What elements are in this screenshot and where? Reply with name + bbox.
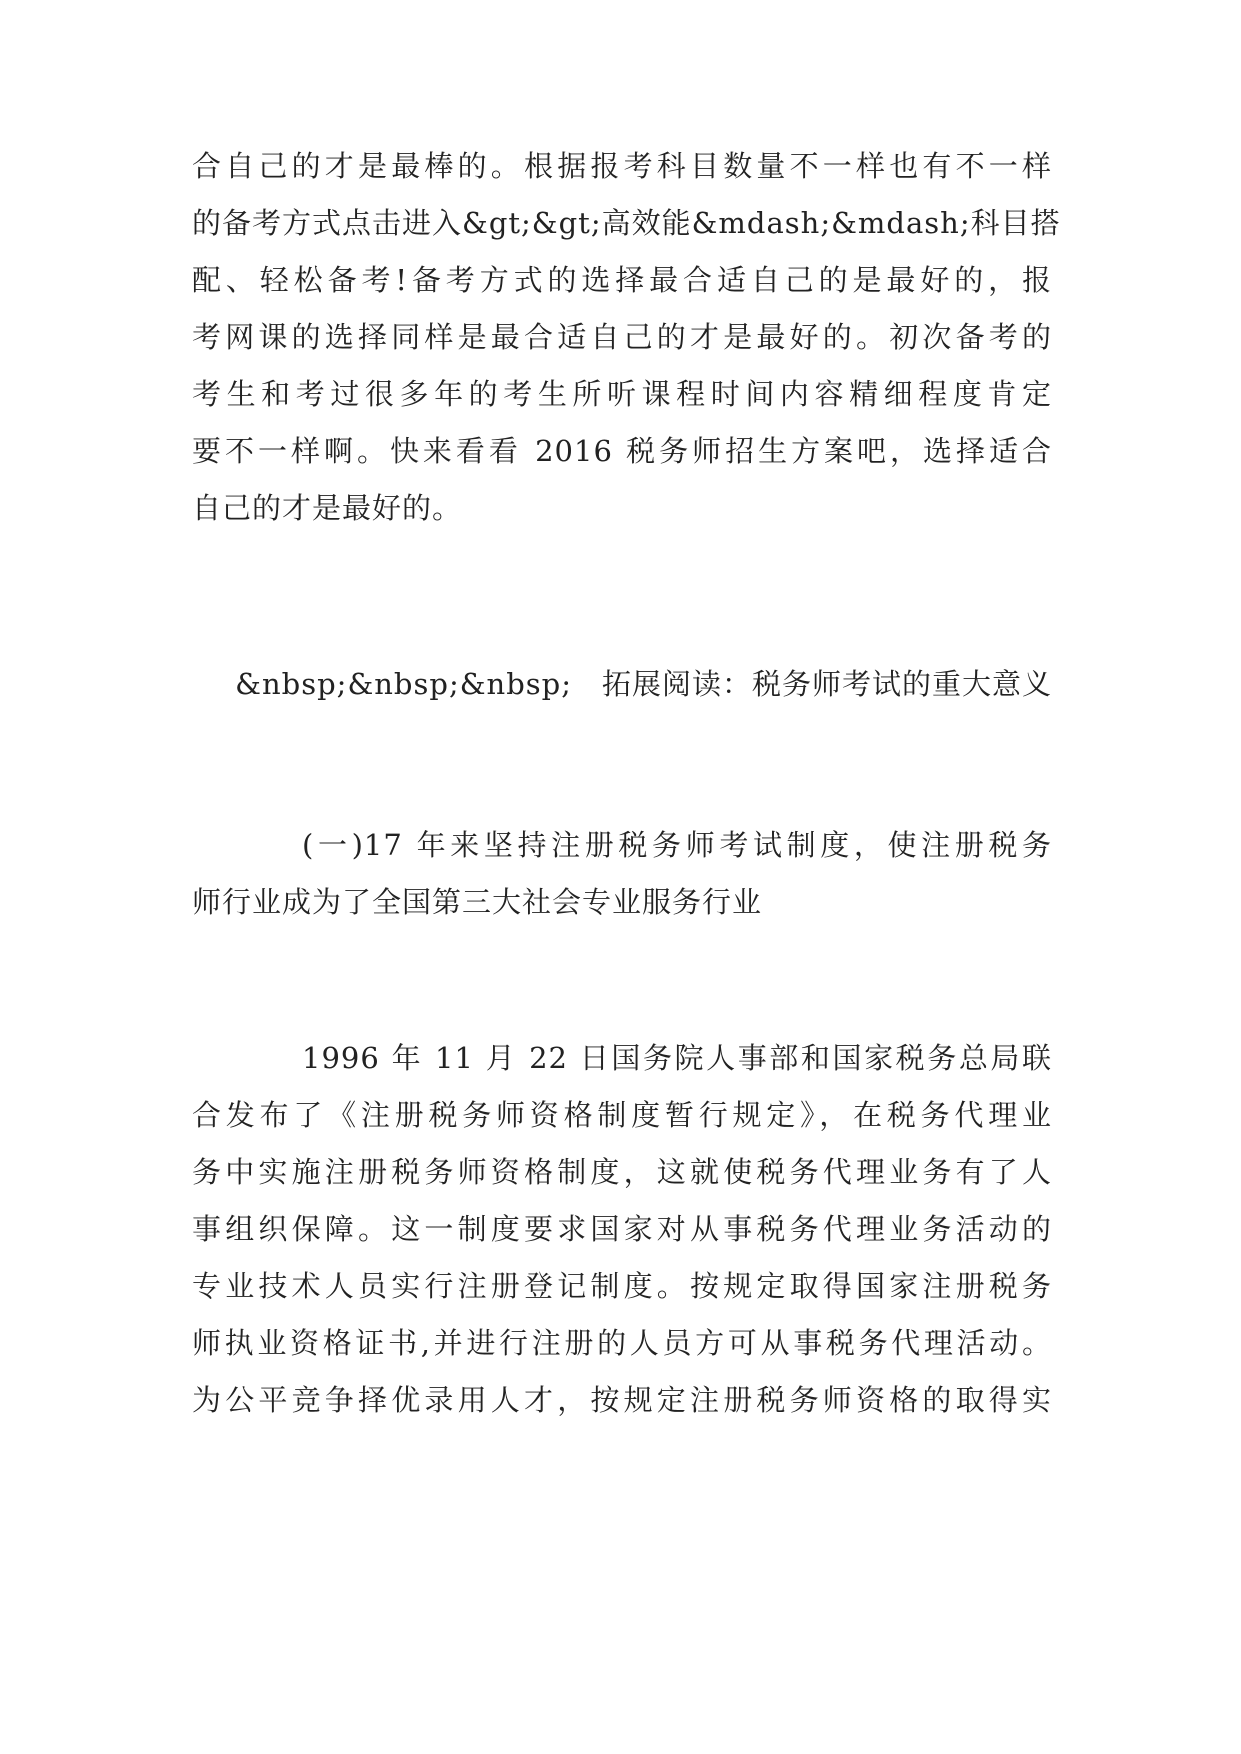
paragraph-line: 专业技术人员实行注册登记制度。按规定取得国家注册税务 xyxy=(192,1269,1052,1303)
paragraph-line: 考网课的选择同样是最合适自己的才是最好的。初次备考的 xyxy=(192,320,1052,354)
paragraph-line: 1996 年 11 月 22 日国务院人事部和国家税务总局联 xyxy=(302,1041,1052,1075)
paragraph-line: 务中实施注册税务师资格制度，这就使税务代理业务有了人 xyxy=(192,1155,1052,1189)
paragraph-intro xyxy=(192,138,1061,537)
paragraph-line: 为公平竞争择优录用人才，按规定注册税务师资格的取得实 xyxy=(192,1383,1052,1417)
paragraph-line: 自己的才是最好的。 xyxy=(192,491,463,525)
section-heading xyxy=(192,817,1052,931)
paragraph-line: 合自己的才是最棒的。根据报考科目数量不一样也有不一样 xyxy=(192,149,1052,183)
section-heading-line: (一)17 年来坚持注册税务师考试制度，使注册税务 xyxy=(302,828,1052,862)
paragraph-line: 考生和考过很多年的考生所听课程时间内容精细程度肯定 xyxy=(192,377,1052,411)
heading-text: &nbsp;&nbsp;&nbsp; 拓展阅读：税务师考试的重大意义 xyxy=(235,667,1052,701)
paragraph-line: 配、轻松备考!备考方式的选择最合适自己的是最好的，报 xyxy=(192,263,1052,297)
paragraph-line: 的备考方式点击进入&gt;&gt;高效能&mdash;&mdash;科目搭 xyxy=(192,206,1061,240)
paragraph-body xyxy=(192,1030,1052,1429)
paragraph-line: 要不一样啊。快来看看 2016 税务师招生方案吧，选择适合 xyxy=(192,434,1052,468)
paragraph-line: 事组织保障。这一制度要求国家对从事税务代理业务活动的 xyxy=(192,1212,1052,1246)
extended-reading-heading xyxy=(192,656,1052,713)
paragraph-line: 师执业资格证书,并进行注册的人员方可从事税务代理活动。 xyxy=(192,1326,1052,1360)
section-heading-line: 师行业成为了全国第三大社会专业服务行业 xyxy=(192,885,763,919)
paragraph-line: 合发布了《注册税务师资格制度暂行规定》，在税务代理业 xyxy=(192,1098,1052,1132)
